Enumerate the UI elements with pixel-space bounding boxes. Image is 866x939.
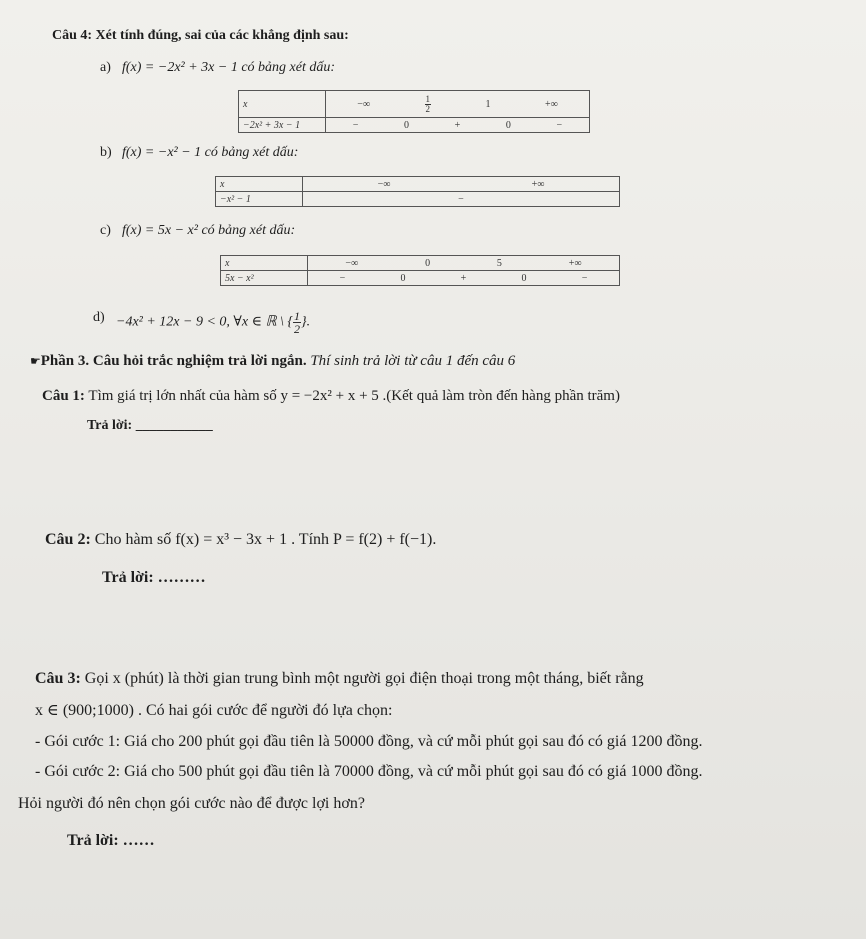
q4a-row2-label: −2x² + 3x − 1 [239, 118, 326, 133]
c1-label: Câu 1: [42, 388, 85, 404]
c1-question [42, 388, 620, 405]
q4c-sign-table [220, 255, 620, 286]
q4c-statement: f(x) = 5x − x² có bảng xét dấu: [122, 223, 296, 238]
q4a-x-val: 1 [485, 98, 491, 110]
q4d-statement-after: }. [301, 314, 311, 330]
part3-header [30, 353, 515, 370]
c2-answer[interactable]: Trả lời: ……… [102, 569, 206, 586]
q4a-sign: − [352, 119, 359, 131]
c3-label: Câu 3: [35, 670, 81, 687]
q4c-sign: − [339, 272, 346, 284]
q4a-sign: + [454, 119, 461, 131]
c3-question-line: Hỏi người đó nên chọn gói cước nào để được lợi hơn? [18, 795, 365, 812]
q4b-sign: − [458, 193, 464, 205]
q4c-sign: − [581, 272, 588, 284]
c3-line1-text: Gọi x (phút) là thời gian trung bình một người gọi điện thoại trong một tháng, biết rằng [84, 670, 644, 687]
q4c-sign: 0 [521, 272, 527, 284]
c3-line2: x ∈ (900;1000) . Có hai gói cước để người đó lựa chọn: [35, 702, 393, 719]
q4c-x-val: −∞ [345, 257, 359, 269]
q4c-sign: 0 [400, 272, 406, 284]
q4a-sign: 0 [404, 119, 410, 131]
c1-answer[interactable]: Trả lời: ___________ [87, 418, 213, 433]
q4b-row2-label: −x² − 1 [216, 192, 303, 207]
c3-answer[interactable]: Trả lời: …… [67, 832, 155, 849]
q4a-label: a) [100, 60, 111, 75]
q4b-label: b) [100, 145, 112, 160]
q4b-row1-label: x [216, 177, 303, 192]
c2-question [45, 531, 436, 549]
q4a-row-x [239, 91, 590, 118]
q4-title: Câu 4: Xét tính đúng, sai của các khẳng định sau: [52, 28, 349, 43]
q4c-sign: + [460, 272, 467, 284]
q4d-statement [116, 310, 310, 335]
q4b-x-val: −∞ [377, 178, 391, 190]
q4d-label: d) [93, 310, 105, 325]
q4a-row1-label: x [239, 91, 326, 118]
c3-line1 [35, 670, 644, 688]
q4a-sign: − [556, 119, 563, 131]
q4c-row2-label: 5x − x² [221, 271, 308, 286]
q4a-x-half: $\frac{1}{2}$ [425, 93, 430, 114]
q4d-fraction: $\frac{1}{2}$ [294, 309, 301, 336]
q4c-label: c) [100, 223, 111, 238]
part3-instruction: Thí sinh trả lời từ câu 1 đến câu 6 [310, 353, 516, 369]
q4a-statement: f(x) = −2x² + 3x − 1 có bảng xét dấu: [122, 60, 336, 75]
q4a-row-sign [239, 118, 590, 133]
q4b-sign-table [215, 176, 620, 207]
q4a-sign: 0 [505, 119, 511, 131]
c3-package2: - Gói cước 2: Giá cho 500 phút gọi đầu tiên là 70000 đồng, và cứ mỗi phút gọi sau đó có giá 1000 đồng. [35, 763, 703, 780]
q4c-x-val: +∞ [568, 257, 582, 269]
q4c-x-val: 5 [496, 257, 502, 269]
q4b-statement: f(x) = −x² − 1 có bảng xét dấu: [122, 145, 299, 160]
q4d-statement-before: −4x² + 12x − 9 < 0, ∀x ∈ ℝ \ { [116, 314, 294, 330]
q4a-x-val: −∞ [357, 98, 371, 110]
q4b-x-val: +∞ [531, 178, 545, 190]
q4c-row1-label: x [221, 256, 308, 271]
c1-text: Tìm giá trị lớn nhất của hàm số y = −2x² + x + 5 .(Kết quả làm tròn đến hàng phần trăm) [88, 388, 620, 404]
c2-label: Câu 2: [45, 531, 91, 548]
c3-package1: - Gói cước 1: Giá cho 200 phút gọi đầu tiên là 50000 đồng, và cứ mỗi phút gọi sau đó có giá 1200 đồng. [35, 733, 703, 750]
q4a-x-val: +∞ [544, 98, 558, 110]
q4a-sign-table [238, 90, 590, 133]
c2-text: Cho hàm số f(x) = x³ − 3x + 1 . Tính P = f(2) + f(−1). [94, 531, 437, 548]
part3-heading: Phần 3. Câu hỏi trắc nghiệm trả lời ngắn. [40, 353, 307, 369]
hand-pointer-icon: ☛ [30, 354, 41, 368]
q4c-x-val: 0 [425, 257, 431, 269]
